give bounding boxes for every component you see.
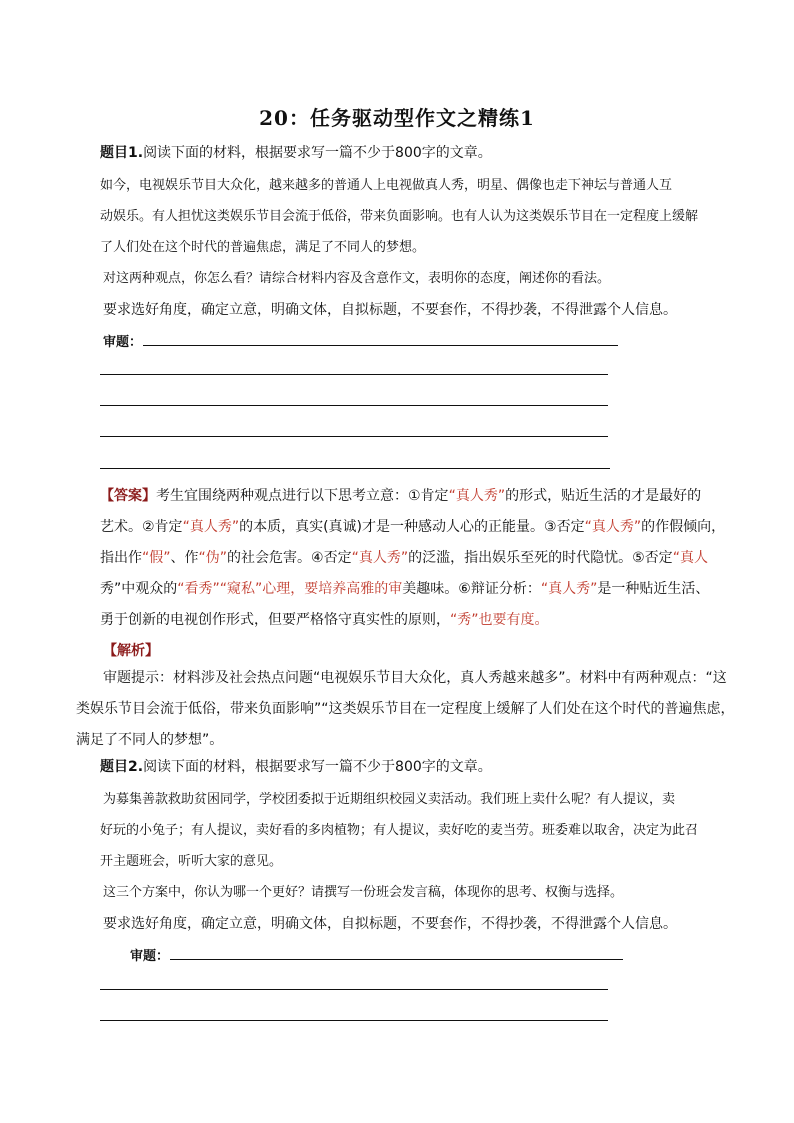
q2-prompt: 这三个方案中，你认为哪一个更好？请撰写一份班会发言稿，体现你的思考、权衡与选择。 xyxy=(103,885,624,900)
answer-text-1: 考生宜围绕两种观点进行以下思考立意：①肯定“真人秀”的形式，贴近生活的才是最好的 xyxy=(156,488,702,504)
q2-answer-line-1[interactable] xyxy=(170,959,623,960)
q1-prompt: 对这两种观点，你怎么看？请综合材料内容及含意作文，表明你的态度，阐述你的看法。 xyxy=(103,271,611,286)
answer-line-3: 指出作“假”、作“伪”的社会危害。④否定“真人秀”的泛滥，指出娱乐至死的时代隐忧。⑤否定“真人 xyxy=(100,550,708,566)
q1-answer-line-3[interactable] xyxy=(100,405,608,406)
q1-material-line-3: 了人们处在这个时代的普遍焦虑，满足了不同人的梦想。 xyxy=(100,240,426,255)
q1-answer-line-4[interactable] xyxy=(100,436,608,437)
answer-line-5: 勇于创新的电视创作形式，但要严格恪守真实性的原则，“秀”也要有度。 xyxy=(100,612,549,628)
answer-line-2: 艺术。②肯定“真人秀”的本质，真实(真诚)才是一种感动人心的正能量。③否定“真人秀”的作假倾向， xyxy=(100,519,726,535)
q1-heading: 题目1. xyxy=(100,145,144,161)
q1-material-line-2: 动娱乐。有人担忧这类娱乐节目会流于低俗，带来负面影响。也有人认为这类娱乐节目在一定程度上缓解 xyxy=(100,209,699,224)
q2-answer-line-3[interactable] xyxy=(100,1020,608,1021)
q2-material-line-1: 为募集善款救助贫困同学，学校团委拟于近期组织校园义卖活动。我们班上卖什么呢？有人提议，卖 xyxy=(103,792,676,807)
answer-label: 【答案】 xyxy=(100,488,156,504)
analysis-line-2: 类娱乐节目会流于低俗，带来负面影响”“这类娱乐节目在一定程度上缓解了人们处在这个时代的普遍焦虑， xyxy=(76,701,735,717)
analysis-line-1: 审题提示：材料涉及社会热点问题“电视娱乐节目大众化，真人秀越来越多”。材料中有两种观点：“这 xyxy=(103,670,727,686)
answer-line-1 xyxy=(100,486,725,506)
q2-answer-line-2[interactable] xyxy=(100,989,608,990)
q2-heading-rest: 阅读下面的材料，根据要求写一篇不少于800字的文章。 xyxy=(143,759,492,775)
analysis-line-3: 满足了不同人的梦想”。 xyxy=(76,732,224,748)
q2-shen-ti-label: 审题： xyxy=(130,949,170,964)
q1-shen-ti-label: 审题： xyxy=(103,335,143,350)
page-title: 20：任务驱动型作文之精练1 xyxy=(259,106,535,130)
answer-line-4: 秀”中观众的“看秀”“窥私”心理，要培养高雅的审美趣味。⑥辩证分析：“真人秀”是一种贴近生活、 xyxy=(100,581,710,597)
analysis-label: 【解析】 xyxy=(103,643,159,659)
q1-answer-line-1[interactable] xyxy=(143,345,618,346)
q1-answer-line-2[interactable] xyxy=(100,374,608,375)
q2-heading-line xyxy=(100,757,725,777)
q1-material-line-1: 如今，电视娱乐节目大众化，越来越多的普通人上电视做真人秀，明星、偶像也走下神坛与普通人互 xyxy=(100,178,673,193)
q1-requirements: 要求选好角度，确定立意，明确文体，自拟标题，不要套作，不得抄袭，不得泄露个人信息。 xyxy=(103,302,677,318)
q2-heading: 题目2. xyxy=(100,759,144,775)
q2-requirements: 要求选好角度，确定立意，明确文体，自拟标题，不要套作，不得抄袭，不得泄露个人信息。 xyxy=(103,916,677,932)
q1-heading-line xyxy=(100,143,725,163)
q1-heading-rest: 阅读下面的材料，根据要求写一篇不少于800字的文章。 xyxy=(143,145,492,161)
q2-material-line-3: 开主题班会，听听大家的意见。 xyxy=(100,854,283,869)
q2-material-line-2: 好玩的小兔子；有人提议，卖好看的多肉植物；有人提议，卖好吃的麦当劳。班委难以取舍，决定为此召 xyxy=(100,823,699,838)
q1-answer-line-5[interactable] xyxy=(100,468,610,469)
